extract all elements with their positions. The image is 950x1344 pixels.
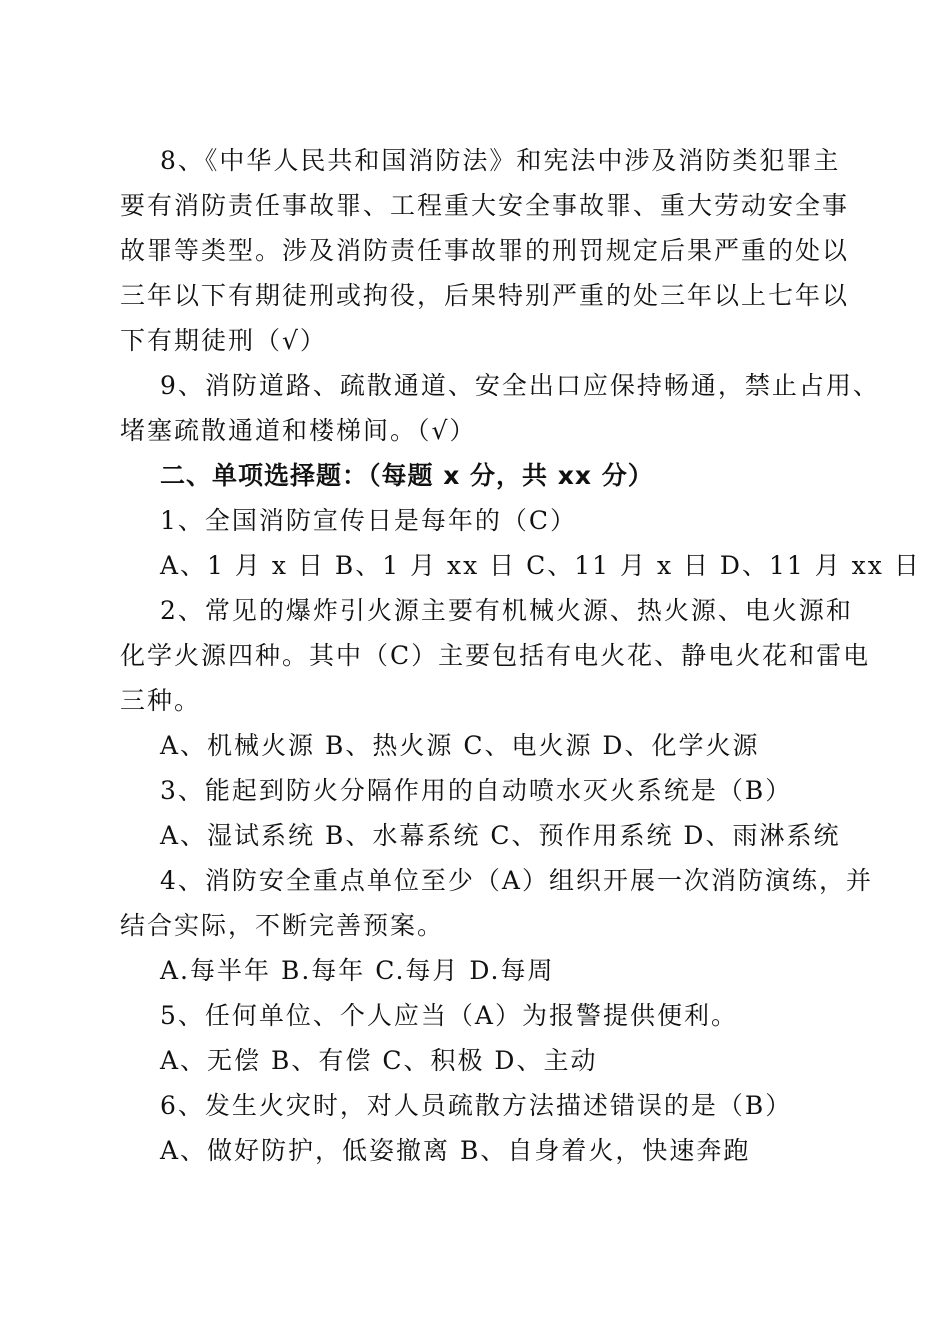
q8-line-4: 三年以下有期徒刑或拘役，后果特别严重的处三年以上七年以 [120,281,850,310]
mc3-question: 3、能起到防火分隔作用的自动喷水灭火系统是（B） [160,776,793,805]
mc4-question-line-1: 4、消防安全重点单位至少（A）组织开展一次消防演练，并 [160,866,873,895]
mc2-options: A、机械火源 B、热火源 C、电火源 D、化学火源 [160,731,760,760]
mc5-question: 5、任何单位、个人应当（A）为报警提供便利。 [160,1001,738,1030]
mc5-options: A、无偿 B、有偿 C、积极 D、主动 [160,1046,598,1075]
mc3-options: A、湿试系统 B、水幕系统 C、预作用系统 D、雨淋系统 [160,821,841,850]
mc2-question-line-2: 化学火源四种。其中（C）主要包括有电火花、静电火花和雷电 [120,641,871,670]
document-page [120,138,921,1173]
mc1-options: A、1 月 x 日 B、1 月 xx 日 C、11 月 x 日 D、11 月 xx 日 [160,551,921,580]
mc6-options: A、做好防护，低姿撤离 B、自身着火，快速奔跑 [160,1136,751,1165]
mc6-question: 6、发生火灾时，对人员疏散方法描述错误的是（B） [160,1091,793,1120]
mc4-question-line-2: 结合实际，不断完善预案。 [120,911,445,940]
q8-line-3: 故罪等类型。涉及消防责任事故罪的刑罚规定后果严重的处以 [120,236,850,265]
mc1-question: 1、全国消防宣传日是每年的（C） [160,506,578,535]
q8-line-5: 下有期徒刑（√） [120,326,327,355]
mc2-question-line-3: 三种。 [120,686,202,715]
q8-line-2: 要有消防责任事故罪、工程重大安全事故罪、重大劳动安全事 [120,191,850,220]
section-heading: 二、单项选择题：（每题 x 分，共 xx 分） [160,461,654,490]
q9-line-2: 堵塞疏散通道和楼梯间。（√） [120,416,477,445]
mc4-options: A.每半年 B.每年 C.每月 D.每周 [160,956,555,985]
mc2-question-line-1: 2、常见的爆炸引火源主要有机械火源、热火源、电火源和 [160,596,853,625]
q8-line-1: 8、《中华人民共和国消防法》和宪法中涉及消防类犯罪主 [160,146,841,175]
q9-line-1: 9、消防道路、疏散通道、安全出口应保持畅通，禁止占用、 [160,371,880,400]
